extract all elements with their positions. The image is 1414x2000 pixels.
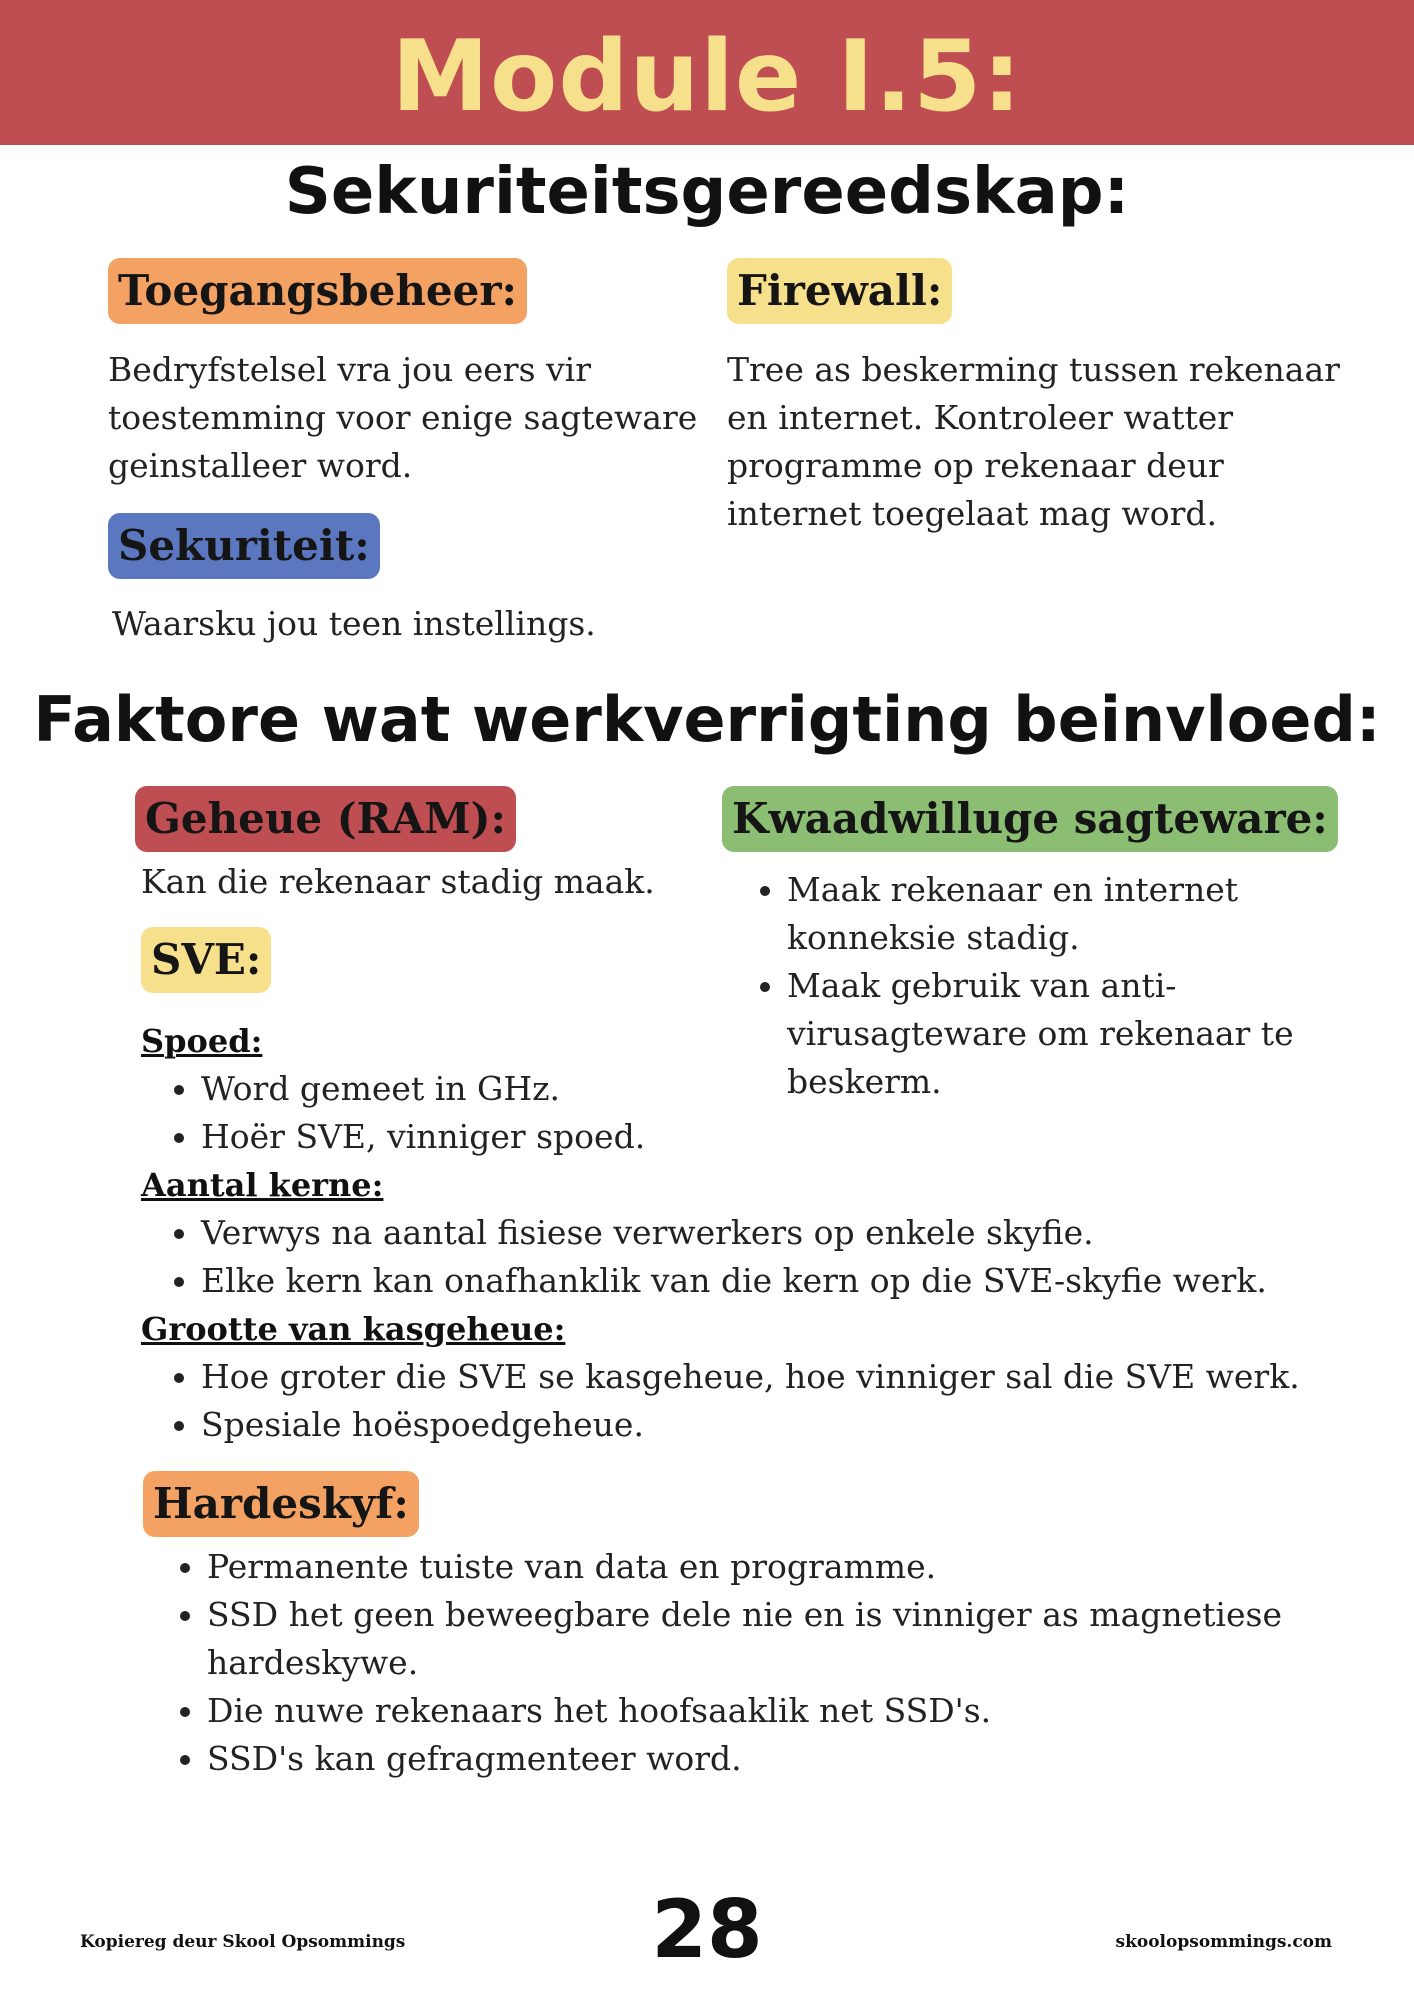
- page-number: 28: [651, 1883, 763, 1976]
- list-item: • Elke kern kan onafhanklik van die kern op die SVE-skyfie werk.: [201, 1257, 1401, 1305]
- list-item: • Permanente tuiste van data en programme.: [207, 1543, 1377, 1591]
- list-item: • Maak gebruik van anti-virusagteware om rekenaar te beskerm.: [787, 962, 1367, 1106]
- sve-kerne-heading: Aantal kerne:: [141, 1166, 384, 1204]
- sekuriteit-text: Waarsku jou teen instellings.: [112, 604, 596, 643]
- list-item: • SSD het geen beweegbare dele nie en is vinniger as magnetiese hardeskywe.: [207, 1591, 1377, 1687]
- hardeskyf-list: [147, 1543, 1377, 1783]
- tag-sve: SVE:: [141, 927, 271, 993]
- kwaadwillige-sagteware-list: [727, 866, 1367, 1106]
- tag-firewall: Firewall:: [727, 258, 952, 324]
- toegangsbeheer-text: Bedryfstelsel vra jou eers vir toestemming voor enige sagteware geinstalleer word.: [108, 350, 698, 485]
- module-title: Module I.5:: [391, 20, 1023, 134]
- list-item: • Word gemeet in GHz.: [201, 1065, 801, 1113]
- list-item: • Verwys na aantal fisiese verwerkers op enkele skyfie.: [201, 1209, 1401, 1257]
- list-item: • Hoe groter die SVE se kasgeheue, hoe vinniger sal die SVE werk.: [201, 1353, 1401, 1401]
- tag-sekuriteit: Sekuriteit:: [108, 513, 380, 579]
- section-heading-performance-factors: Faktore wat werkverrigting beinvloed:: [33, 683, 1381, 756]
- tag-geheue: Geheue (RAM):: [135, 786, 516, 852]
- sve-kasgeheue-heading: Grootte van kasgeheue:: [141, 1310, 566, 1348]
- list-item: • Maak rekenaar en internet konneksie stadig.: [787, 866, 1367, 962]
- sve-spoed-list: [141, 1065, 801, 1161]
- geheue-text: Kan die rekenaar stadig maak.: [141, 862, 655, 901]
- section-heading-security-tools: Sekuriteitsgereedskap:: [284, 155, 1130, 229]
- tag-hardeskyf: Hardeskyf:: [143, 1471, 419, 1537]
- list-item: • Hoër SVE, vinniger spoed.: [201, 1113, 801, 1161]
- footer-website: skoolopsommings.com: [1115, 1932, 1332, 1952]
- tag-toegangsbeheer: Toegangsbeheer:: [108, 258, 527, 324]
- list-item: • SSD's kan gefragmenteer word.: [207, 1735, 1377, 1783]
- sve-kerne-list: [141, 1209, 1401, 1305]
- firewall-text: Tree as beskerming tussen rekenaar en internet. Kontroleer watter programme op rekenaar deur internet toegelaat mag word.: [727, 350, 1340, 533]
- sve-spoed-heading: Spoed:: [141, 1022, 263, 1060]
- sve-kasgeheue-list: [141, 1353, 1401, 1449]
- tag-kwaadwillige-sagteware: Kwaadwilluge sagteware:: [722, 786, 1338, 852]
- list-item: • Spesiale hoëspoedgeheue.: [201, 1401, 1401, 1449]
- footer-copyright: Kopiereg deur Skool Opsommings: [80, 1932, 406, 1952]
- list-item: • Die nuwe rekenaars het hoofsaaklik net SSD's.: [207, 1687, 1377, 1735]
